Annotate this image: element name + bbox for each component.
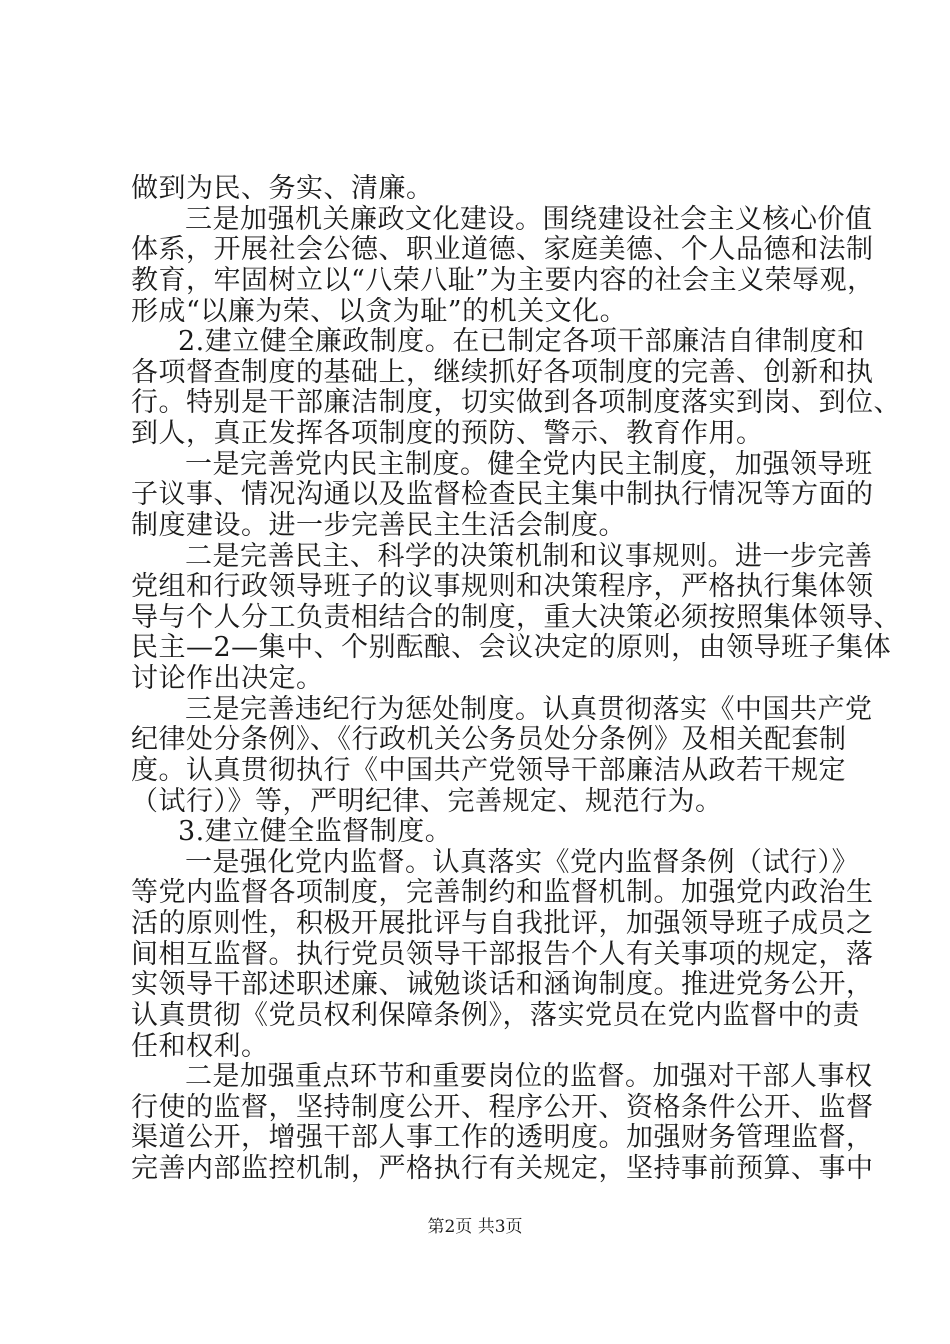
text-line: 行使的监督，坚持制度公开、程序公开、资格条件公开、监督 [131, 1092, 874, 1123]
paragraph-start: 三是完善违纪行为惩处制度。认真贯彻落实《中国共产党 [185, 694, 873, 725]
section-heading: 3.建立健全监督制度。 [178, 816, 453, 847]
text-line: 体系，开展社会公德、职业道德、家庭美德、个人品德和法制 [131, 234, 874, 265]
text-line: 等党内监督各项制度，完善制约和监督机制。加强党内政治生 [131, 877, 874, 908]
text-line: 完善内部监控机制，严格执行有关规定，坚持事前预算、事中 [131, 1153, 874, 1184]
text-line: 形成“以廉为荣、以贪为耻”的机关文化。 [131, 296, 628, 327]
section-heading: 2.建立健全廉政制度。在已制定各项干部廉洁自律制度和 [178, 326, 865, 357]
text-line: 行。特别是干部廉洁制度，切实做到各项制度落实到岗、到位、 [131, 387, 901, 418]
paragraph-start: 二是完善民主、科学的决策机制和议事规则。进一步完善 [185, 541, 873, 572]
text-line: 党组和行政领导班子的议事规则和决策程序，严格执行集体领 [131, 571, 874, 602]
paragraph-start: 二是加强重点环节和重要岗位的监督。加强对干部人事权 [185, 1061, 873, 1092]
text-line: 活的原则性，积极开展批评与自我批评，加强领导班子成员之 [131, 908, 874, 939]
text-line: 纪律处分条例》、《行政机关公务员处分条例》及相关配套制 [131, 724, 847, 755]
text-line: 制度建设。进一步完善民主生活会制度。 [131, 510, 626, 541]
text-line: 教育，牢固树立以“八荣八耻”为主要内容的社会主义荣辱观， [131, 265, 875, 296]
paragraph-start: 三是加强机关廉政文化建设。围绕建设社会主义核心价值 [185, 204, 873, 235]
text-line: 各项督查制度的基础上，继续抓好各项制度的完善、创新和执 [131, 357, 874, 388]
text-line: 实领导干部述职述廉、诫勉谈话和涵询制度。推进党务公开， [131, 969, 874, 1000]
text-line: 任和权利。 [131, 1031, 269, 1062]
paragraph-start: 一是强化党内监督。认真落实《党内监督条例（试行）》 [185, 847, 859, 878]
text-line: 民主—2—集中、个别酝酿、会议决定的原则，由领导班子集体 [131, 632, 892, 663]
text-line: 间相互监督。执行党员领导干部报告个人有关事项的规定，落 [131, 939, 874, 970]
text-line: 到人，真正发挥各项制度的预防、警示、教育作用。 [131, 418, 764, 449]
text-line: 子议事、情况沟通以及监督检查民主集中制执行情况等方面的 [131, 479, 874, 510]
text-line: 度。认真贯彻执行《中国共产党领导干部廉洁从政若干规定 [131, 755, 846, 786]
text-line: （试行）》等，严明纪律、完善规定、规范行为。 [131, 786, 723, 817]
text-line: 认真贯彻《党员权利保障条例》，落实党员在党内监督中的责 [131, 1000, 860, 1031]
text-line: 做到为民、务实、清廉。 [131, 173, 434, 204]
text-line: 讨论作出决定。 [131, 663, 324, 694]
page-footer: 第2页 共3页 [427, 1217, 523, 1237]
paragraph-start: 一是完善党内民主制度。健全党内民主制度，加强领导班 [185, 449, 873, 480]
text-line: 渠道公开，增强干部人事工作的透明度。加强财务管理监督， [131, 1122, 874, 1153]
text-line: 导与个人分工负责相结合的制度，重大决策必须按照集体领导、 [131, 602, 901, 633]
